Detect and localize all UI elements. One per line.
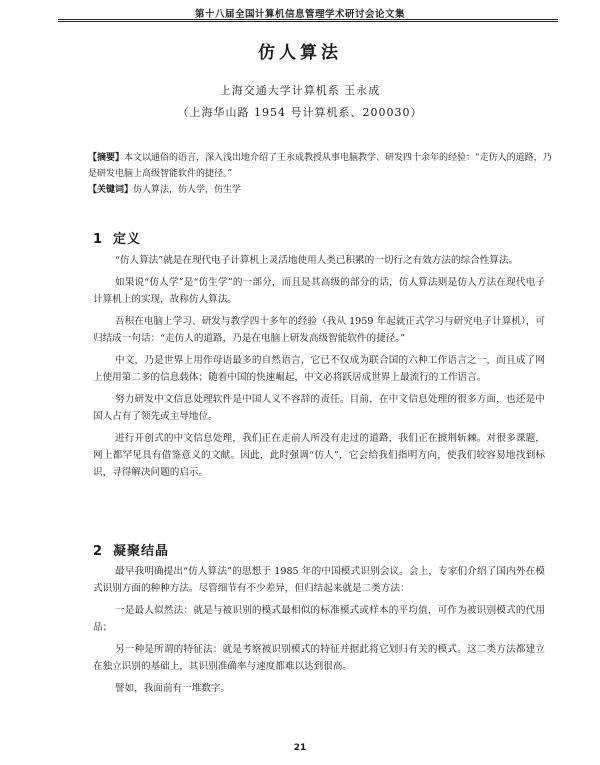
section-1-body <box>93 252 545 486</box>
keywords-label: 【关键词】 <box>88 185 134 195</box>
section-2-number: 2 <box>93 544 104 559</box>
abstract-block <box>88 150 558 198</box>
section-1-paragraph: “仿人算法”就是在现代电子计算机上灵活地使用人类已积累的一切行之有效方法的综合性算法。 <box>115 255 519 266</box>
page-number: 21 <box>293 743 307 753</box>
section-1-paragraph: 中文，乃是世界上用作母语最多的自然语言，它已不仅成为联合国的六种工作语言之一，而且成了网上使用第二多的信息载体；随着中国的快速崛起，中文必将跃居成世界上最流行的工作语言。 <box>93 355 545 383</box>
author-line: 上海交通大学计算机系 王永成 <box>219 84 381 97</box>
section-1-number: 1 <box>93 232 104 247</box>
section-1-paragraph: 进行开创式的中文信息处理，我们正在走前人所没有走过的道路，我们正在披荆斩棘。对很多课题，网上都罕见具有借鉴意义的文献。因此，此时强调“仿人”，它会给我们指明方向，使我们较容易地找到标识，寻得解决问题的启示。 <box>93 433 545 478</box>
section-2-heading <box>93 540 169 559</box>
section-1-paragraph: 努力研发中文信息处理软件是中国人义不容辞的责任。目前，在中文信息处理的很多方面，也还是中国人占有了领先或主导地位。 <box>93 394 545 422</box>
header-rule-thin <box>58 21 558 22</box>
address-line: （上海华山路 1954 号计算机系、200030） <box>177 106 423 119</box>
keywords-text: 仿人算法，仿人学，仿生学 <box>133 185 242 195</box>
section-2-title: 凝聚结晶 <box>113 544 170 559</box>
header-rule <box>58 19 558 20</box>
section-2-body <box>93 563 545 702</box>
section-1-title: 定义 <box>113 232 142 247</box>
paper-title: 仿人算法 <box>258 43 342 63</box>
section-1-heading <box>93 228 141 247</box>
section-2-paragraph: 另一种是所谓的特征法：就是考察被识别模式的特征并据此将它划归有关的模式。这二类方法都建立在独立识别的基础上，其识别准确率与速度都难以达到很高。 <box>93 644 545 672</box>
running-head: 第十八届全国计算机信息管理学术研讨会论文集 <box>194 9 405 20</box>
keywords-paragraph <box>88 182 558 198</box>
section-2-paragraph: 一是最人似然法：就是与被识别的模式最相似的标准模式或样本的平均值，可作为被识别模式的代用品； <box>93 605 545 633</box>
abstract-paragraph <box>88 150 558 182</box>
abstract-label: 【摘要】 <box>88 153 125 163</box>
section-2-paragraph: 最早我明确提出“仿人算法”的思想于 1985 年的中国模式识别会议。会上，专家们介绍了国内外在模式识别方面的种种方法。尽管细节有不少差异，但归结起来就是二类方法： <box>93 566 545 594</box>
abstract-text: 本文以通俗的语言，深入浅出地介绍了王永成教授从事电脑教学、研发四十余年的经验：“走仿人的道路，乃是研发电脑上高级智能软件的捷径。” <box>88 153 552 179</box>
section-1-paragraph: 如果说“仿人学”是“仿生学”的一部分，而且是其高级的部分的话，仿人算法则是仿人方法在现代电子计算机上的实现，故称仿人算法。 <box>93 277 545 305</box>
section-1-paragraph: 吾积在电脑上学习、研发与教学四十多年的经验（我从 1959 年起就正式学习与研究电子计算机），可归结成一句话：“走仿人的道路，乃是在电脑上研发高级智能软件的捷径。” <box>93 316 545 344</box>
section-2-paragraph: 譬如，我面前有一堆数字。 <box>115 683 231 694</box>
